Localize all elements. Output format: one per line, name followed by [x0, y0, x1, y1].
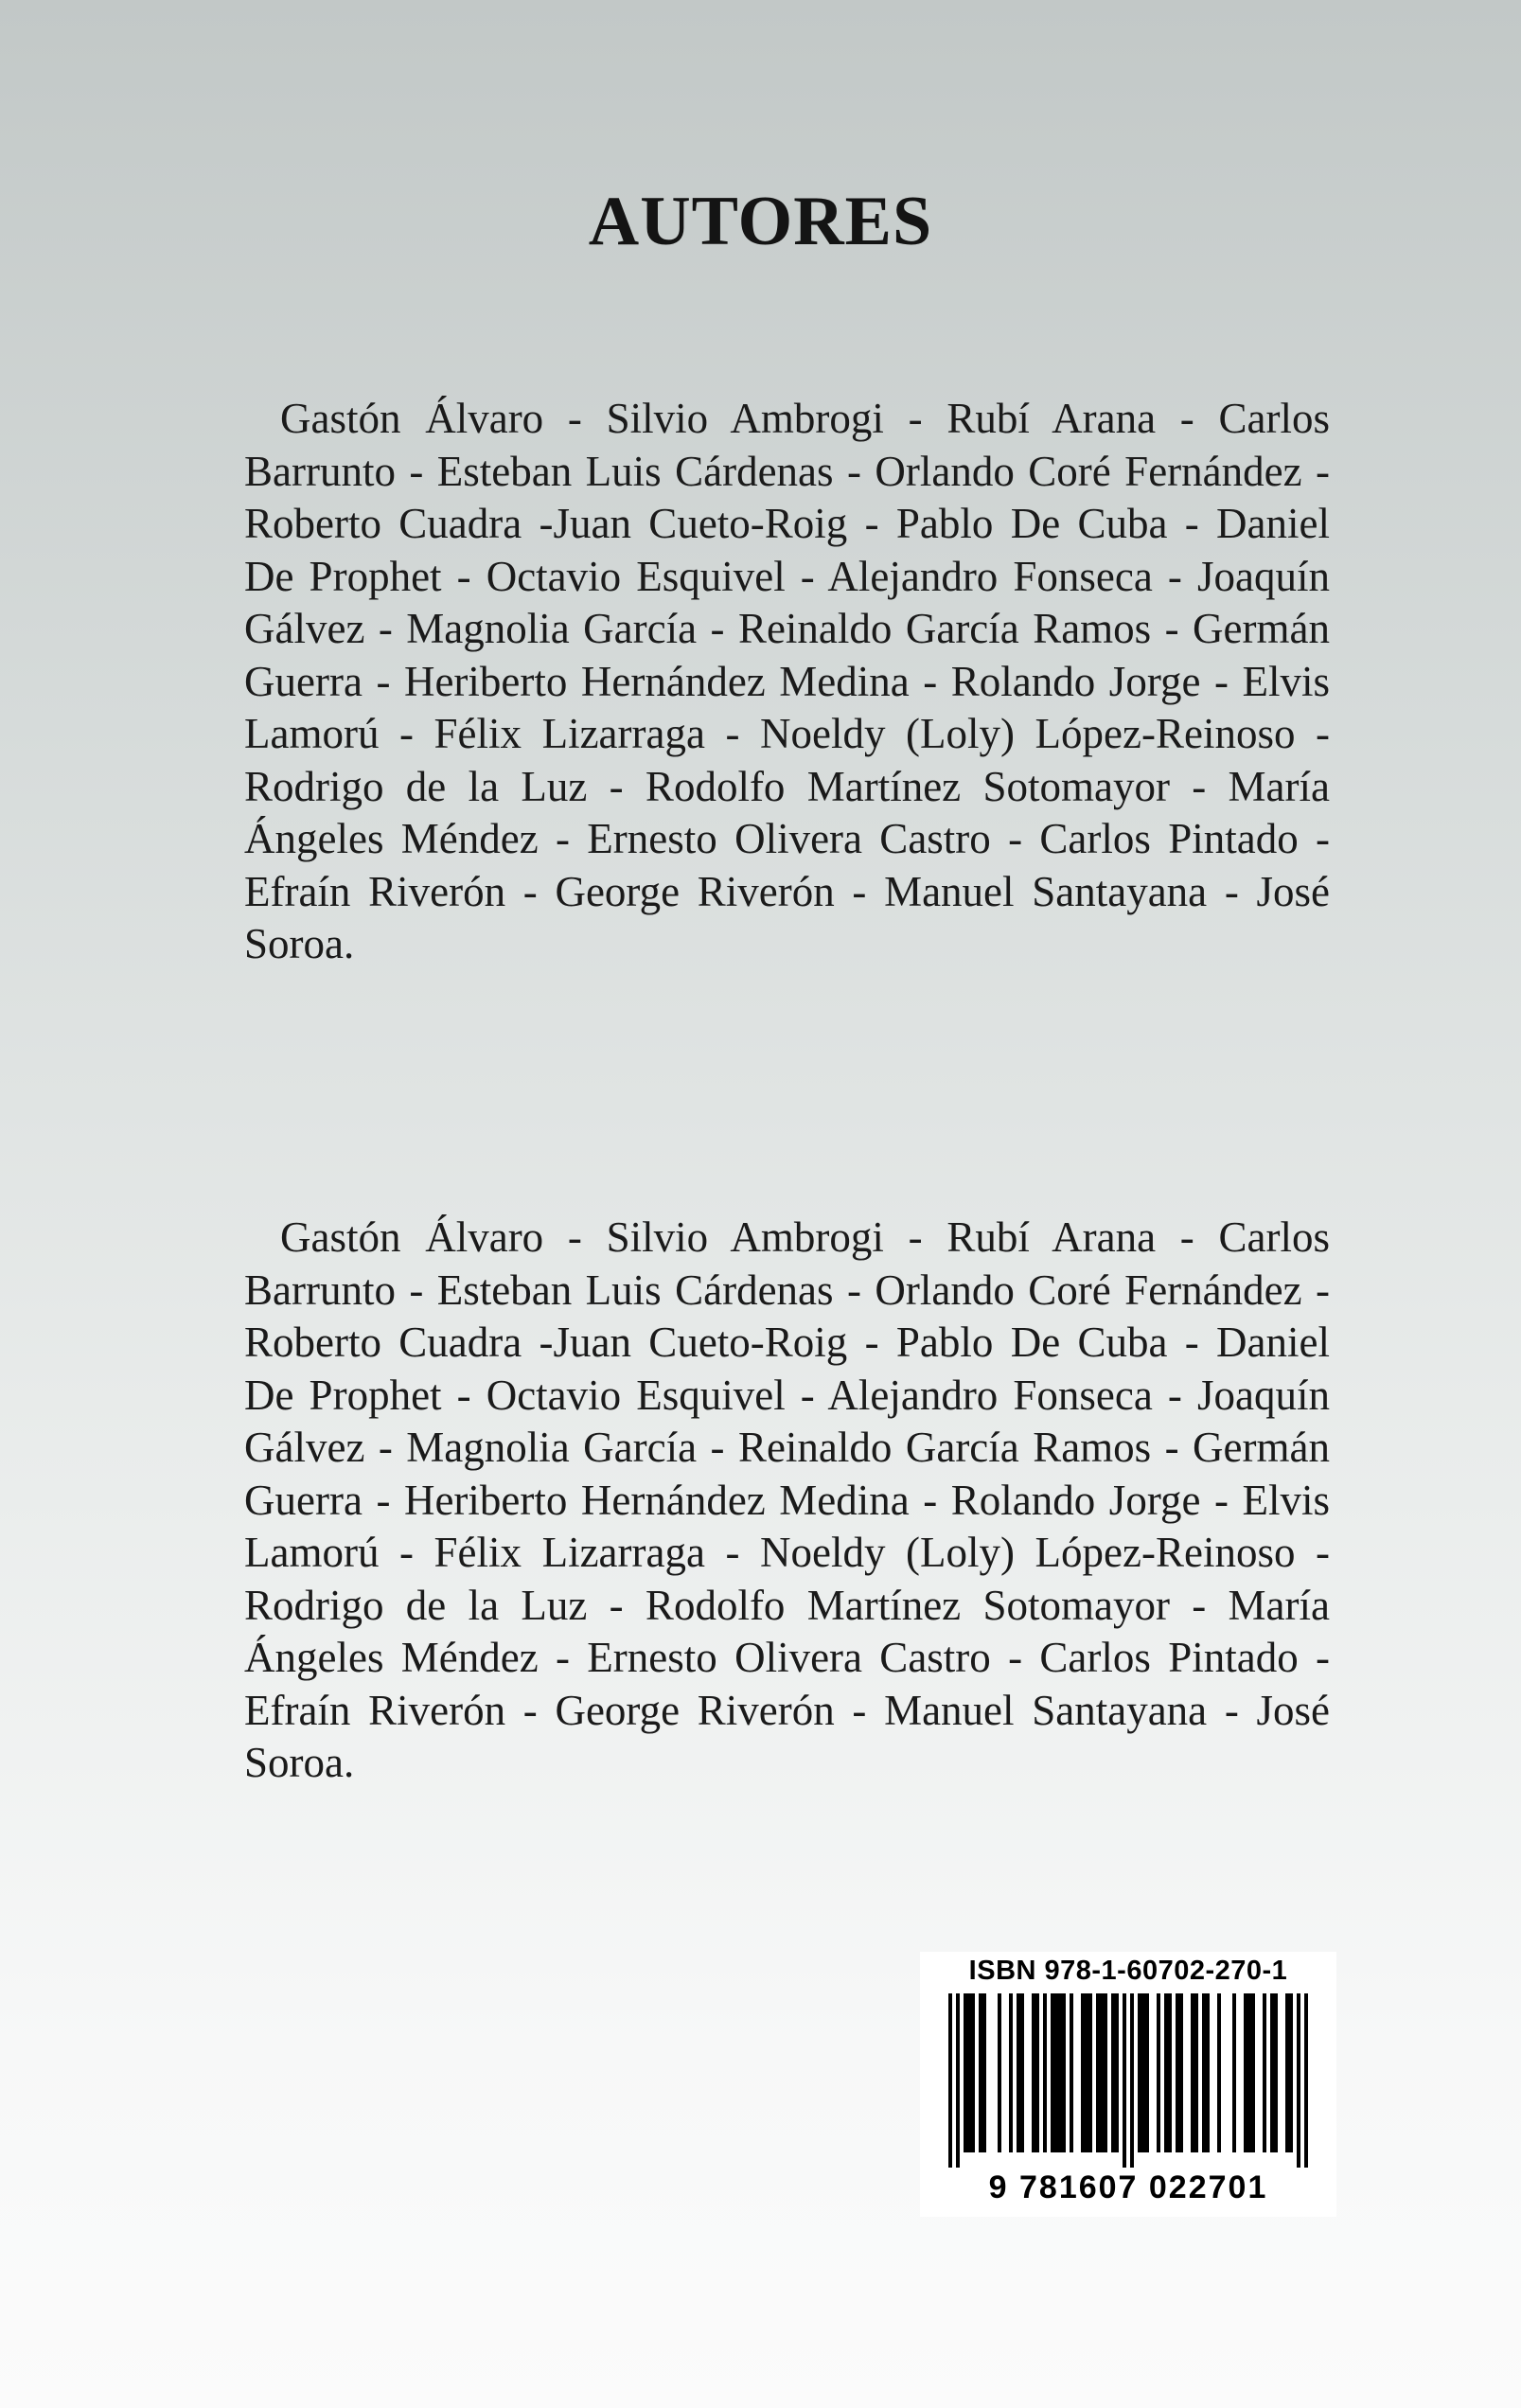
barcode-bar	[1247, 1993, 1251, 2152]
barcode-bar	[1032, 1993, 1035, 2152]
barcode-bar	[1191, 1993, 1194, 2152]
barcode-bar	[1274, 1993, 1278, 2152]
barcode-bar	[971, 1993, 975, 2152]
barcode-bar	[1168, 1993, 1172, 2152]
barcode-bar	[998, 1993, 1001, 2152]
barcode-bar	[1111, 1993, 1115, 2152]
barcode-bar	[1251, 1993, 1255, 2152]
barcode-bar	[1062, 1993, 1066, 2152]
barcode-bar	[1297, 1993, 1300, 2168]
barcode-bar	[1179, 1993, 1183, 2152]
barcode-bar	[1115, 1993, 1119, 2152]
barcode-bar	[967, 1993, 971, 2152]
barcode-bar	[1157, 1993, 1160, 2152]
barcode-bar	[982, 1993, 986, 2152]
barcode-digits: 9 781607 022701	[988, 2169, 1268, 2205]
barcode-bar	[1054, 1993, 1058, 2152]
barcode-bar	[979, 1993, 982, 2152]
barcode-bar	[1232, 1993, 1236, 2152]
isbn-label: ISBN 978-1-60702-270-1	[968, 1956, 1288, 1986]
barcode-bar	[1017, 1993, 1020, 2152]
barcode-bar	[1051, 1993, 1054, 2152]
barcode-bar	[1085, 1993, 1088, 2152]
barcode-bar	[1070, 1993, 1073, 2152]
barcode-bar	[1100, 1993, 1104, 2152]
barcode-bar	[1244, 1993, 1247, 2152]
barcode-bar	[1141, 1993, 1145, 2152]
barcode-bar	[1009, 1993, 1013, 2152]
barcode-bar	[1304, 1993, 1308, 2168]
barcode-bar	[1217, 1993, 1221, 2152]
barcode-bar	[956, 1993, 960, 2168]
barcode-bar	[1206, 1993, 1210, 2152]
barcode-bar	[1081, 1993, 1085, 2152]
barcode-bar	[1104, 1993, 1107, 2152]
barcode-bar	[1096, 1993, 1100, 2152]
barcode-bar	[1145, 1993, 1149, 2152]
barcode-bar	[1289, 1993, 1293, 2152]
barcode-bar	[1035, 1993, 1039, 2152]
barcode-bar	[1138, 1993, 1141, 2152]
barcode-bar	[1270, 1993, 1274, 2152]
authors-list: Gastón Álvaro - Silvio Ambrogi - Rubí Arana - Carlos Barrunto - Esteban Luis Cárdenas - Orlando Coré Fernández - Roberto Cuadra -Juan Cueto-Roig - Pablo De Cuba - Daniel De Prophet - Octavio Esquivel - Alejandro Fonseca - Joaquín Gálvez - Magnolia García - Reinaldo García Ramos - Germán Guerra - Heriberto Hernández Medina - Rolando Jorge - Elvis Lamorú - Félix Lizarraga - Noeldy (Loly) López-Reinoso - Rodrigo de la Luz - Rodolfo Martínez Sotomayor - María Ángeles Méndez - Ernesto Olivera Castro - Carlos Pintado - Efraín Riverón - George Riverón - Manuel Santayana - José Soroa.	[244, 395, 1330, 967]
barcode-bar	[1164, 1993, 1168, 2152]
barcode-bar	[1123, 1993, 1126, 2168]
barcode-bar	[1020, 1993, 1024, 2152]
barcode-bar	[1088, 1993, 1092, 2152]
authors-list-repeat: Gastón Álvaro - Silvio Ambrogi - Rubí Arana - Carlos Barrunto - Esteban Luis Cárdenas - Orlando Coré Fernández - Roberto Cuadra -Juan Cueto-Roig - Pablo De Cuba - Daniel De Prophet - Octavio Esquivel - Alejandro Fonseca - Joaquín Gálvez - Magnolia García - Reinaldo García Ramos - Germán Guerra - Heriberto Hernández Medina - Rolando Jorge - Elvis Lamorú - Félix Lizarraga - Noeldy (Loly) López-Reinoso - Rodrigo de la Luz - Rodolfo Martínez Sotomayor - María Ángeles Méndez - Ernesto Olivera Castro - Carlos Pintado - Efraín Riverón - George Riverón - Manuel Santayana - José Soroa.	[244, 1213, 1330, 1786]
barcode-bar	[964, 1993, 967, 2152]
barcode-bar	[1263, 1993, 1266, 2152]
barcode-bar	[1130, 1993, 1134, 2168]
barcode-bar	[1194, 1993, 1198, 2152]
barcode-bar	[1285, 1993, 1289, 2152]
isbn-barcode-panel	[920, 1952, 1336, 2217]
page-title: AUTORES	[588, 183, 933, 260]
barcode-bar	[1202, 1993, 1206, 2152]
barcode-icon	[937, 1993, 1319, 2168]
barcode-bar	[948, 1993, 952, 2168]
barcode-bar	[1058, 1993, 1062, 2152]
barcode-bar	[1176, 1993, 1179, 2152]
barcode-bar	[1043, 1993, 1047, 2152]
